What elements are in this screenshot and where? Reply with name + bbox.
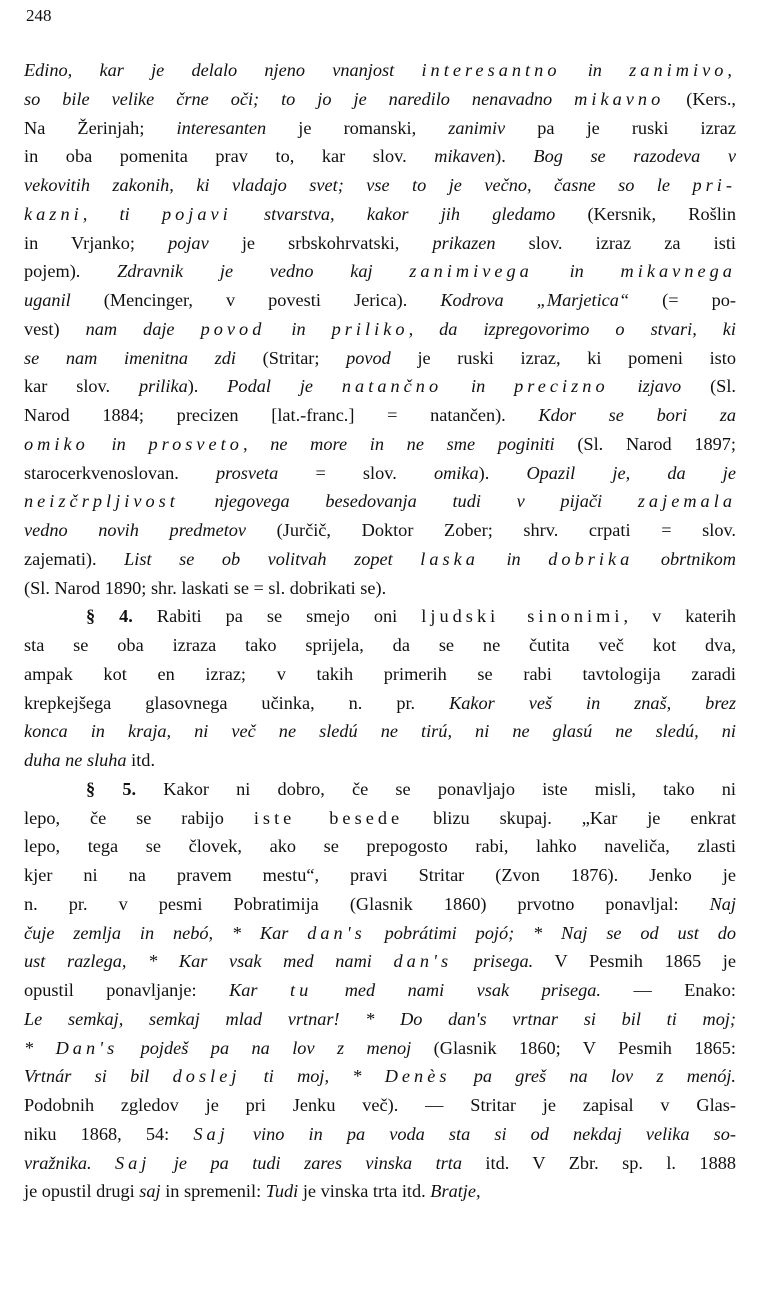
text-run: Saj xyxy=(114,1152,151,1173)
text-line xyxy=(24,545,736,574)
text-run: itd. xyxy=(126,750,156,770)
text-run: uganil xyxy=(24,290,71,310)
text-run: kar slov. xyxy=(24,376,139,397)
text-line xyxy=(24,861,736,890)
text-run: stvarstva, kakor jih gledamo xyxy=(231,203,556,224)
text-run: Dan's xyxy=(55,1037,119,1058)
text-run: * xyxy=(24,1037,56,1058)
text-run: List se ob volitvah zopet xyxy=(124,548,421,569)
text-line xyxy=(24,1062,736,1091)
text-run: natančno xyxy=(341,376,443,397)
text-run: vest) xyxy=(24,318,86,339)
text-line xyxy=(24,1091,736,1120)
text-line xyxy=(24,114,736,143)
text-run: povod xyxy=(346,347,391,368)
text-run: interesantno xyxy=(421,60,561,80)
text-run: opustil ponavljanje: xyxy=(24,980,230,1000)
text-run: ). xyxy=(478,462,527,483)
text-line xyxy=(24,372,736,401)
text-run: in oba pomenita prav to, kar slov. xyxy=(24,146,435,167)
text-run: so bile velike črne oči; to jo je naredilo nenavadno xyxy=(24,88,575,109)
text-run: dan's xyxy=(393,951,453,972)
text-run: in xyxy=(532,261,621,282)
text-run: prikazen xyxy=(432,232,496,253)
text-run: (Sl. Narod 1897; xyxy=(554,433,736,454)
text-run: in Vrjanko; xyxy=(24,232,169,253)
text-run: ti moj, * xyxy=(240,1066,385,1087)
text-run: § 5. xyxy=(86,778,137,799)
text-run: ). xyxy=(495,146,534,167)
text-run: čuje zemlja in nebó, * Kar xyxy=(24,922,308,943)
text-run: (Sl. Narod 1890; shr. laskati se = sl. dobrikati se). xyxy=(24,577,387,598)
text-run: Kakor ni dobro, če se ponavljajo iste misli, tako ni xyxy=(136,778,737,799)
text-run: vekovitih zakonih, ki vladajo svet; vse to je večno, časne so le xyxy=(24,175,693,195)
text-run: krepkejšega glasovnega učinka, n. pr. xyxy=(24,692,450,713)
text-run: pojav xyxy=(168,232,209,253)
text-line xyxy=(24,1177,736,1206)
text-run: pa je ruski izraz xyxy=(505,117,736,138)
text-run: Kdor se bori za xyxy=(538,405,736,425)
text-run: se nam imenitna zdi xyxy=(24,347,236,368)
page-number: 248 xyxy=(26,6,52,25)
text-line xyxy=(24,574,736,603)
text-run: dan's xyxy=(307,922,366,943)
text-run: Le semkaj, semkaj mlad vrtnar! * Do dan's vrtnar si bil ti moj; xyxy=(24,1008,736,1029)
text-run: pojdeš pa na lov z menoj xyxy=(118,1037,412,1058)
text-run: Rabiti pa se smejo oni xyxy=(132,606,422,627)
text-run: (Kersnik, Rošlin xyxy=(555,203,736,224)
text-line xyxy=(24,631,736,660)
text-run: Denès xyxy=(384,1066,451,1087)
text-line xyxy=(24,1149,736,1178)
text-line xyxy=(24,516,736,545)
text-run: pa greš na lov z menój. xyxy=(450,1066,737,1087)
text-line xyxy=(24,487,736,516)
text-run: starocerkvenoslovan. xyxy=(24,462,216,483)
text-line xyxy=(24,689,736,718)
text-run: saj xyxy=(139,1181,161,1202)
text-run: niku 1868, 54: xyxy=(24,1123,194,1144)
text-run: omiko xyxy=(24,433,89,454)
text-run: njegovega besedovanja tudi v pijači xyxy=(178,491,638,512)
text-run: lepo, tega se človek, ako se prepogosto rabi, lahko naveliča, zlasti xyxy=(24,836,736,857)
text-run: obrtnikom xyxy=(633,548,736,569)
text-run: prisega. xyxy=(452,951,534,972)
text-run: vražnika. xyxy=(24,1152,115,1173)
text-run: Kodrova „Marjetica“ xyxy=(440,290,630,310)
text-run: mikaven xyxy=(434,146,496,167)
text-run: ust razlega, * Kar vsak med nami xyxy=(24,951,394,972)
text-run: kjer ni na pravem mestu“, pravi Stritar (Zvon 1876). Jenko je xyxy=(24,865,736,885)
text-line xyxy=(24,286,736,315)
text-run: zajemala xyxy=(637,491,736,512)
text-line xyxy=(24,1005,736,1034)
text-run: lepo, če se rabijo xyxy=(24,807,254,828)
text-run: Kar xyxy=(229,980,290,1000)
text-run: zajemati). xyxy=(24,548,125,569)
text-run: Narod 1884; precizen [lat.-franc.] = natančen). xyxy=(24,405,539,425)
text-run: Bog se razodeva v xyxy=(533,146,736,167)
text-run: prilika xyxy=(138,376,188,397)
text-run: , da izpregovorimo o stvari, ki xyxy=(408,318,736,339)
text-line xyxy=(24,976,736,1005)
text-run: itd. V Zbr. sp. l. 1888 xyxy=(461,1152,736,1173)
text-run: Tudi xyxy=(265,1181,299,1202)
text-run: , ne more in ne sme poginiti xyxy=(242,433,555,454)
text-run: ). xyxy=(187,376,228,397)
text-run: (Mencinger, v povesti Jerica). xyxy=(70,290,441,310)
text-run: pobrátimi pojó; * Naj se od ust do xyxy=(365,922,737,943)
text-run: je pa tudi zares vinska trta xyxy=(150,1152,462,1173)
text-run: in xyxy=(265,318,332,339)
text-run: Saj xyxy=(193,1123,229,1144)
text-run: pri- xyxy=(692,175,736,195)
text-run: konca in kraja, ni več ne sledú ne tirú, ni ne glasú ne sledú, ni xyxy=(24,721,736,742)
text-run: povod xyxy=(200,318,266,339)
text-run: priliko xyxy=(331,318,409,339)
text-run: je opustil drugi xyxy=(24,1181,140,1202)
text-run: (Jurčič, Doktor Zober; shrv. crpati = slov. xyxy=(246,520,736,540)
text-line xyxy=(24,1034,736,1063)
text-run: slov. izraz za isti xyxy=(495,232,736,253)
text-run: Podobnih zgledov je pri Jenku več). — Stritar je zapisal v Glas- xyxy=(24,1095,736,1115)
text-line xyxy=(24,200,736,229)
text-run: in spremenil: xyxy=(160,1181,266,1202)
text-line xyxy=(24,775,736,804)
text-line xyxy=(24,344,736,373)
text-run: (Sl. xyxy=(681,376,736,397)
text-line xyxy=(24,257,736,286)
text-run: vino in pa voda sta si od nekdaj velika so- xyxy=(228,1123,736,1144)
text-run: iste besede xyxy=(253,807,404,828)
text-run: , ti xyxy=(82,203,162,224)
text-run: nam daje xyxy=(85,318,201,339)
text-line xyxy=(24,660,736,689)
text-run: prosveta xyxy=(216,462,279,483)
text-run: V Pesmih 1865 je xyxy=(533,951,736,972)
text-run: ampak kot en izraz; v takih primerih se rabi tavtologija zaradi xyxy=(24,663,736,684)
text-run: Podal je xyxy=(227,376,342,397)
text-run: pojavi xyxy=(161,203,232,224)
text-run: med nami vsak prisega. xyxy=(312,980,601,1000)
text-run: je vinska trta itd. xyxy=(298,1181,431,1202)
text-run: laska xyxy=(420,548,479,569)
text-run: je srbskohrvatski, xyxy=(208,232,433,253)
text-run: in xyxy=(478,548,549,569)
text-run: Opazil je, da je xyxy=(526,462,736,483)
text-line xyxy=(24,804,736,833)
text-line xyxy=(24,229,736,258)
text-run: je ruski izraz, ki pomeni isto xyxy=(390,347,736,368)
text-run: omika xyxy=(433,462,479,483)
text-run: dobrika xyxy=(548,548,634,569)
text-run: precizno xyxy=(514,376,609,397)
text-line xyxy=(24,430,736,459)
text-run: , v katerih xyxy=(623,606,737,627)
text-line xyxy=(24,832,736,861)
text-run: interesanten xyxy=(176,117,267,138)
text-run: Bratje, xyxy=(430,1181,481,1202)
text-run: in xyxy=(88,433,149,454)
text-run: (Glasnik 1860; V Pesmih 1865: xyxy=(411,1037,736,1058)
text-run: zanimivo, xyxy=(629,60,736,80)
text-run: Vrtnár si bil xyxy=(24,1066,173,1087)
text-run: pojem). xyxy=(24,261,118,282)
text-line xyxy=(24,1120,736,1149)
text-run: neizčrpljivost xyxy=(24,491,179,512)
text-run: — Enako: xyxy=(601,980,736,1000)
text-run: mikavno xyxy=(574,88,665,109)
text-line xyxy=(24,459,736,488)
text-line xyxy=(24,919,736,948)
text-run: sta se oba izraza tako sprijela, da se ne čutita več kot dva, xyxy=(24,635,736,655)
text-run: Edino, kar je delalo njeno vnanjost xyxy=(24,60,422,80)
text-run: blizu skupaj. „Kar je enkrat xyxy=(403,807,737,828)
text-line xyxy=(24,85,736,114)
text-run: = slov. xyxy=(278,462,434,483)
text-run: je romanski, xyxy=(266,117,449,138)
text-run: (Kers., xyxy=(664,88,736,109)
text-line xyxy=(24,947,736,976)
text-line xyxy=(24,401,736,430)
text-line xyxy=(24,56,736,85)
text-run: in xyxy=(560,60,630,80)
text-run: mikavnega xyxy=(620,261,736,282)
text-run: zanimivega xyxy=(409,261,533,282)
text-run: n. pr. v pesmi Pobratimija (Glasnik 1860) prvotno ponavljal: xyxy=(24,893,710,914)
text-run: duha ne sluha xyxy=(24,750,127,770)
text-run: ljudski sinonimi xyxy=(421,606,624,627)
text-run: kazni xyxy=(24,203,83,224)
text-line xyxy=(24,602,736,631)
text-run: in xyxy=(442,376,515,397)
text-run: zanimiv xyxy=(448,117,506,138)
text-run: § 4. xyxy=(86,606,133,627)
text-run: vedno novih predmetov xyxy=(24,520,247,540)
text-run: Naj xyxy=(709,893,736,914)
text-line xyxy=(24,717,736,746)
text-run: tu xyxy=(289,980,313,1000)
text-line xyxy=(24,171,736,200)
text-run: Zdravnik je vedno kaj xyxy=(117,261,410,282)
text-line xyxy=(24,142,736,171)
text-line xyxy=(24,315,736,344)
text-run: (= po- xyxy=(629,290,736,310)
text-line xyxy=(24,746,736,775)
text-run: Na Žerinjah; xyxy=(24,117,177,138)
text-run: prosveto xyxy=(148,433,243,454)
text-line xyxy=(24,890,736,919)
body-text xyxy=(24,56,736,1206)
text-run: izjavo xyxy=(608,376,682,397)
text-run: (Stritar; xyxy=(235,347,347,368)
text-run: Kakor veš in znaš, brez xyxy=(449,692,736,713)
text-run: doslej xyxy=(172,1066,241,1087)
